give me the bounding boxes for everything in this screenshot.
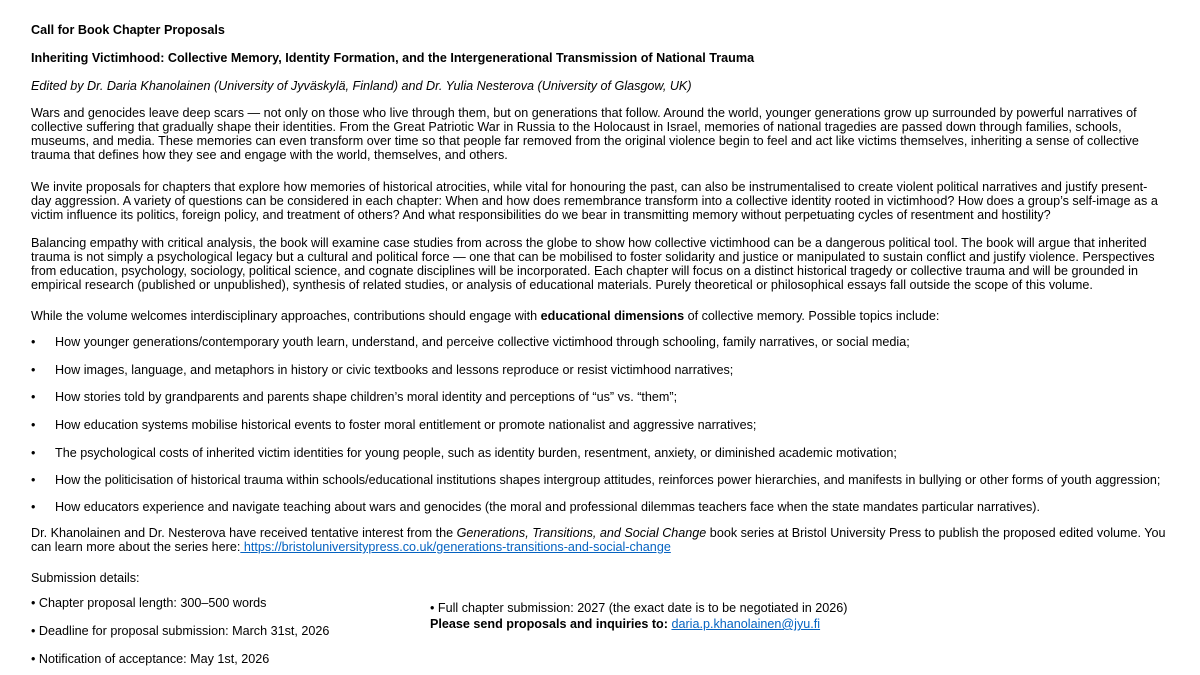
topics-intro-bold: educational dimensions	[540, 309, 685, 323]
topic-text: How educators experience and navigate teaching about wars and genocides (the moral and professional dilemmas teachers face when the state mandates particular narratives).	[55, 500, 1040, 514]
book-subtitle: Inheriting Victimhood: Collective Memory, Identity Formation, and the Intergenerational Transmission of National Trauma	[31, 51, 755, 65]
paragraph-line: day aggression. A variety of questions can be considered in each chapter: When and how does remembrance transform into a collective identity rooted in victimhood? How does a group’s self-image as a	[31, 194, 1158, 208]
topic-text: How education systems mobilise historical events to foster moral entitlement or promote nationalist and aggressive narratives;	[55, 418, 757, 432]
series-text: Dr. Khanolainen and Dr. Nesterova have received tentative interest from the	[31, 526, 457, 540]
contact-line	[430, 617, 820, 631]
bullet-icon: •	[31, 500, 36, 514]
topic-text: How images, language, and metaphors in history or civic textbooks and lessons reproduce or resist victimhood narratives;	[55, 363, 734, 377]
paragraph-line: victim influence its politics, foreign policy, and treatment of others? And what responsibilities do we bear in transmitting memory without perpetuating cycles of resentment and hostility?	[31, 208, 1051, 222]
paragraph-line: collective suffering that gradually shape their identities. From the Great Patriotic War in Russia to the Holocaust in Israel, memories of national tragedies are passed down through families, schools,	[31, 120, 1122, 134]
paragraph-line: empirical research (published or unpublished), synthesis of related studies, or analysis of educational materials. Purely theoretical or philosophical essays fall outside the scope of this volume.	[31, 278, 1093, 292]
series-link[interactable]: https://bristoluniversitypress.co.uk/generations-transitions-and-social-change	[240, 540, 671, 554]
bullet-icon: •	[31, 363, 36, 377]
bullet-icon: •	[31, 390, 36, 404]
topic-text: How the politicisation of historical trauma within schools/educational institutions shapes intergroup attitudes, reinforces power hierarchies, and manifests in bullying or other forms of youth aggression;	[55, 473, 1161, 487]
paragraph-line	[31, 526, 1179, 540]
paragraph-line: from education, psychology, sociology, political science, and cognate disciplines will be incorporated. Each chapter will focus on a distinct historical tragedy or collective trauma and will be grounded in	[31, 264, 1138, 278]
paragraph-line: Balancing empathy with critical analysis, the book will examine case studies from across the globe to show how collective victimhood can be a dangerous political tool. The book will argue that inherited	[31, 236, 1147, 250]
series-text-tail: book series at Bristol University Press to publish the proposed edited volume. You	[706, 526, 1166, 540]
topic-text: How stories told by grandparents and parents shape children’s moral identity and perceptions of “us” vs. “them”;	[55, 390, 678, 404]
paragraph-line: museums, and media. These memories can even transform over time so that people far removed from the original violence begin to feel and act like victims themselves, inheriting a sense of collective	[31, 134, 1139, 148]
topics-intro	[31, 309, 1179, 323]
topic-text: The psychological costs of inherited victim identities for young people, such as identity burden, resentment, anxiety, or diminished academic motivation;	[55, 446, 897, 460]
bullet-icon: •	[31, 335, 36, 349]
paragraph-line: We invite proposals for chapters that explore how memories of historical atrocities, while vital for honouring the past, can also be instrumentalised to create violent political narratives and justify present-	[31, 180, 1148, 194]
editors-line: Edited by Dr. Daria Khanolainen (University of Jyväskylä, Finland) and Dr. Yulia Nesterova (University of Glasgow, UK)	[31, 79, 692, 93]
paragraph-line: Wars and genocides leave deep scars — not only on those who live through them, but on generations that follow. Around the world, younger generations grow up surrounded by powerful narratives of	[31, 106, 1137, 120]
contact-label: Please send proposals and inquiries to:	[430, 617, 672, 631]
topic-text: How younger generations/contemporary youth learn, understand, and perceive collective victimhood through schooling, family narratives, or social media;	[55, 335, 910, 349]
bullet-icon: •	[31, 418, 36, 432]
paragraph-line	[31, 540, 1179, 554]
detail-full-submission: • Full chapter submission: 2027 (the exact date is to be negotiated in 2026)	[430, 601, 848, 615]
paragraph-line: trauma that defines how they see and engage with the world, themselves, and others.	[31, 148, 508, 162]
intro-paragraph	[31, 106, 1179, 162]
series-link-label: can learn more about the series here:	[31, 540, 241, 554]
detail-proposal-length: • Chapter proposal length: 300–500 words	[31, 596, 267, 610]
contact-email-link[interactable]: daria.p.khanolainen@jyu.fi	[671, 617, 821, 631]
approach-paragraph	[31, 236, 1179, 292]
series-paragraph	[31, 526, 1179, 554]
topics-intro-tail: of collective memory. Possible topics include:	[684, 309, 940, 323]
invitation-paragraph	[31, 180, 1179, 222]
paragraph-line: trauma is not simply a psychological legacy but a cultural and political force — one that can be mobilised to foster solidarity and justice or manipulated to sustain conflict and justify violence. Perspectives	[31, 250, 1155, 264]
topics-intro-text: While the volume welcomes interdisciplinary approaches, contributions should engage with	[31, 309, 541, 323]
detail-notification: • Notification of acceptance: May 1st, 2026	[31, 652, 270, 666]
bullet-icon: •	[31, 473, 36, 487]
bullet-icon: •	[31, 446, 36, 460]
submission-details-heading: Submission details:	[31, 571, 140, 585]
page-title: Call for Book Chapter Proposals	[31, 23, 225, 37]
detail-deadline: • Deadline for proposal submission: March 31st, 2026	[31, 624, 330, 638]
series-title: Generations, Transitions, and Social Change	[456, 526, 707, 540]
